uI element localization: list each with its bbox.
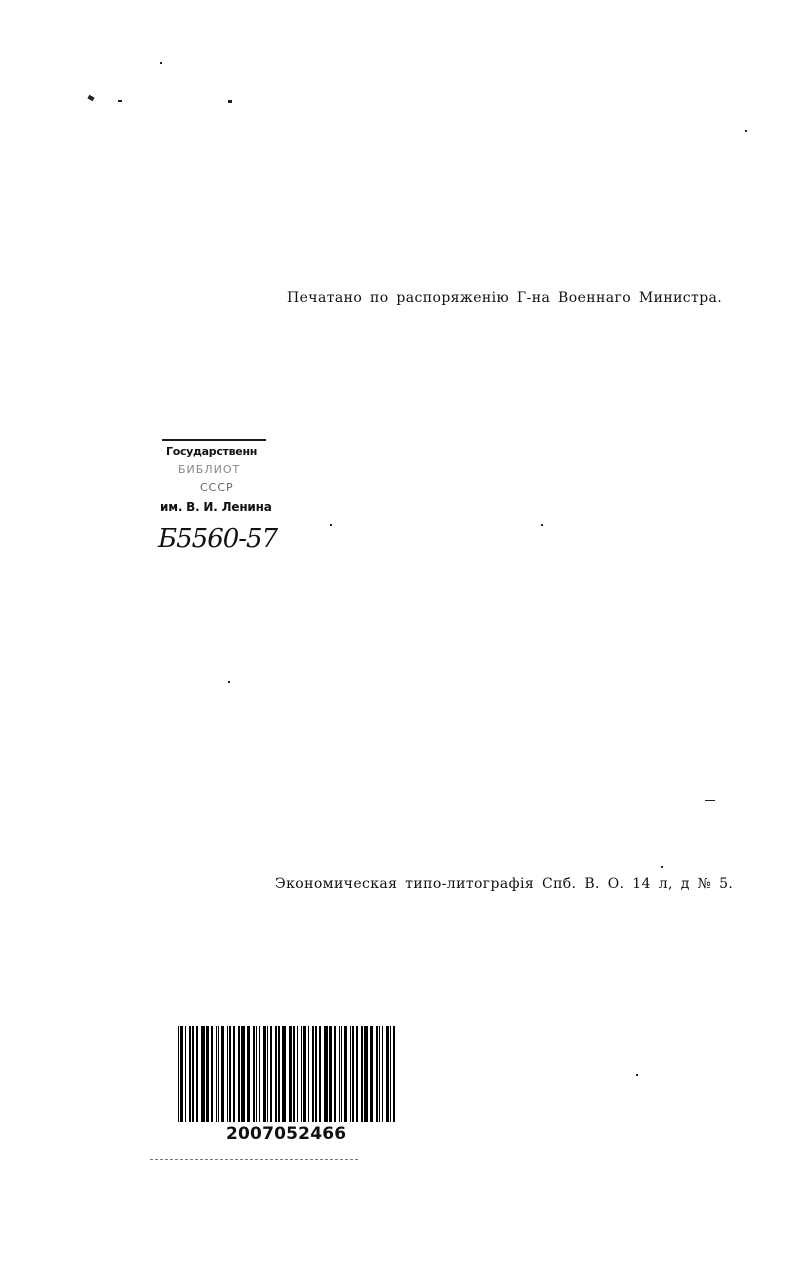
barcode-bar	[247, 1026, 250, 1122]
barcode-bar	[301, 1026, 302, 1122]
barcode-bar	[393, 1026, 395, 1122]
stamp-rule	[162, 439, 266, 441]
barcode-bar	[361, 1026, 363, 1122]
barcode-bar	[178, 1026, 179, 1122]
barcode-bar	[329, 1026, 332, 1122]
barcode-bar	[376, 1026, 378, 1122]
barcode-bar	[253, 1026, 255, 1122]
barcode-bar	[315, 1026, 317, 1122]
scan-speck	[228, 681, 230, 683]
barcode-bar	[256, 1026, 257, 1122]
barcode-bar	[319, 1026, 321, 1122]
barcode-bar	[344, 1026, 347, 1122]
barcode-bar	[263, 1026, 266, 1122]
barcode-bar	[379, 1026, 380, 1122]
barcode-bar	[308, 1026, 309, 1122]
stamp-line-3: СССР	[200, 481, 234, 494]
barcode-bar	[259, 1026, 260, 1122]
barcode-bar	[218, 1026, 219, 1122]
barcode-bar	[227, 1026, 228, 1122]
barcode-bar	[206, 1026, 209, 1122]
barcode-bar	[386, 1026, 389, 1122]
scan-speck	[228, 100, 232, 103]
scan-speck	[705, 800, 715, 801]
scan-speck	[118, 100, 122, 102]
library-stamp	[158, 436, 293, 566]
scan-speck	[661, 866, 663, 868]
barcode-bar	[192, 1026, 194, 1122]
barcode-bar	[241, 1026, 245, 1122]
shelf-mark-handwritten: Б5560-57	[158, 524, 278, 554]
barcode-bar	[334, 1026, 336, 1122]
scan-speck	[541, 524, 543, 526]
barcode-bar	[238, 1026, 240, 1122]
barcode-bar	[364, 1026, 368, 1122]
barcode-bar	[185, 1026, 186, 1122]
scan-speck	[87, 95, 94, 101]
barcode-bar	[233, 1026, 235, 1122]
barcode-bar	[221, 1026, 224, 1122]
print-authorization-text: Печатано по распоряженію Г-на Военнаго Министра.	[287, 290, 723, 306]
barcode-bar	[293, 1026, 295, 1122]
barcode-bar	[275, 1026, 277, 1122]
stamp-line-2: БИБЛИОТ	[178, 463, 241, 476]
scan-speck	[636, 1074, 638, 1076]
barcode-bar	[216, 1026, 217, 1122]
barcode-bar	[303, 1026, 306, 1122]
barcode-bar	[267, 1026, 268, 1122]
barcode-number: 2007052466	[226, 1124, 347, 1144]
barcode-bar	[270, 1026, 272, 1122]
barcode-bar	[350, 1026, 351, 1122]
barcode-bar	[196, 1026, 198, 1122]
barcode-bar	[297, 1026, 298, 1122]
barcode-bars	[176, 1026, 398, 1124]
barcode-bar	[282, 1026, 286, 1122]
stamp-line-4: им. В. И. Ленина	[160, 500, 272, 514]
stamp-line-1: Государственн	[166, 445, 258, 458]
scan-speck	[330, 524, 332, 526]
barcode-bar	[370, 1026, 373, 1122]
barcode-bar	[189, 1026, 191, 1122]
scan-speck	[160, 62, 162, 64]
barcode-bar	[382, 1026, 383, 1122]
barcode-bar	[229, 1026, 231, 1122]
barcode-bar	[356, 1026, 358, 1122]
barcode-bar	[352, 1026, 354, 1122]
barcode-bar	[278, 1026, 280, 1122]
barcode-bar	[341, 1026, 342, 1122]
barcode-bar	[201, 1026, 205, 1122]
barcode-bar	[180, 1026, 183, 1122]
barcode-bar	[211, 1026, 213, 1122]
barcode	[176, 1026, 398, 1150]
printer-imprint-text: Экономическая типо-литографія Спб. В. О. 14 л, д № 5.	[275, 876, 734, 892]
barcode-bar	[390, 1026, 391, 1122]
barcode-bar	[339, 1026, 340, 1122]
barcode-bar	[312, 1026, 314, 1122]
scan-speck	[745, 130, 747, 132]
barcode-bar	[324, 1026, 328, 1122]
dashed-rule	[150, 1159, 358, 1160]
barcode-bar	[289, 1026, 292, 1122]
